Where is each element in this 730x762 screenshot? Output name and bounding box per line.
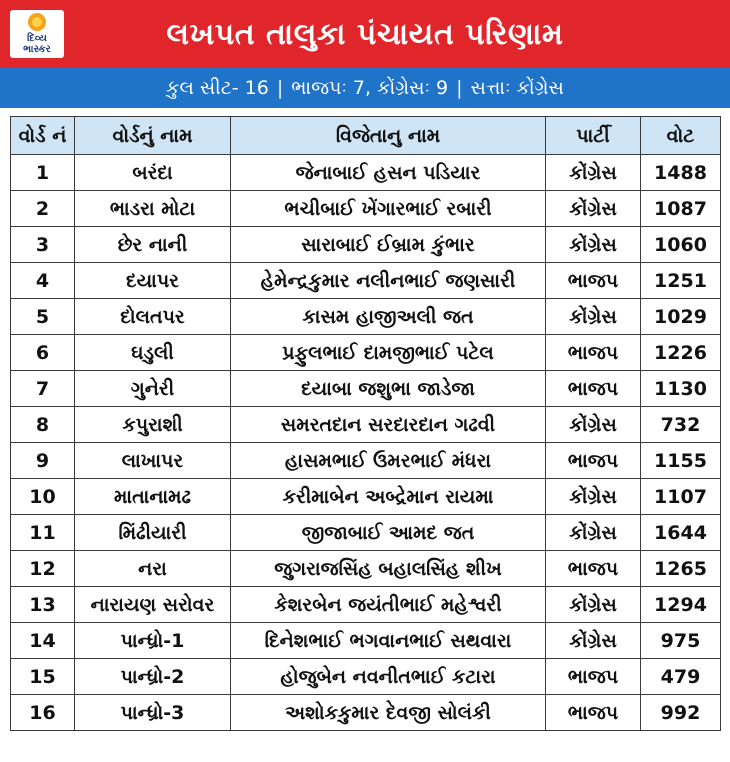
party-cell: કોંગ્રેસ [546,155,641,191]
party-cell: કોંગ્રેસ [546,587,641,623]
ward-no-cell: 9 [11,443,75,479]
votes-cell: 1029 [641,299,721,335]
header-votes: વોટ [641,117,721,155]
logo-text-line1: દિવ્ય [27,33,47,44]
ward-name-cell: પાન્ધ્રો-1 [75,623,231,659]
ward-name-cell: માતાનામઢ [75,479,231,515]
party-cell: કોંગ્રેસ [546,227,641,263]
ward-no-cell: 16 [11,695,75,731]
party-cell: ભાજપ [546,443,641,479]
table-row [11,515,721,551]
ward-name-cell: બરંદા [75,155,231,191]
ward-name-cell: મિંઢીયારી [75,515,231,551]
ward-name-cell: લાખાપર [75,443,231,479]
ward-name-cell: ભાડરા મોટા [75,191,231,227]
table-row [11,407,721,443]
results-table [10,116,721,731]
winner-name-cell: સારાબાઈ ઈબ્રામ કુંભાર [231,227,546,263]
page-title: લખપત તાલુકા પંચાયત પરિણામ [166,16,564,52]
votes-cell: 1294 [641,587,721,623]
table-row [11,695,721,731]
winner-name-cell: કાસમ હાજીઅલી જત [231,299,546,335]
winner-name-cell: કરીમાબેન અબ્દ્રેમાન રાયમા [231,479,546,515]
ward-no-cell: 2 [11,191,75,227]
votes-cell: 1130 [641,371,721,407]
ward-no-cell: 6 [11,335,75,371]
winner-name-cell: જીજાબાઈ આમદ જત [231,515,546,551]
winner-name-cell: હાસમભાઈ ઉમરભાઈ મંધરા [231,443,546,479]
winner-name-cell: દિનેશભાઈ ભગવાનભાઈ સથવારા [231,623,546,659]
ward-no-cell: 13 [11,587,75,623]
ward-name-cell: ઘડુલી [75,335,231,371]
summary-party-seats: ભાજપઃ 7, કોંગ્રેસઃ 9 [291,77,449,99]
votes-cell: 1488 [641,155,721,191]
table-row [11,443,721,479]
votes-cell: 1087 [641,191,721,227]
winner-name-cell: અશોકકુમાર દેવજી સોલંકી [231,695,546,731]
title-bar [0,0,730,68]
table-row [11,659,721,695]
header-party: પાર્ટી [546,117,641,155]
votes-cell: 479 [641,659,721,695]
ward-name-cell: ગુનેરી [75,371,231,407]
winner-name-cell: પ્રફુલભાઈ દામજીભાઈ પટેલ [231,335,546,371]
party-cell: કોંગ્રેસ [546,623,641,659]
votes-cell: 1226 [641,335,721,371]
table-row [11,155,721,191]
results-table-container [10,116,720,756]
ward-name-cell: પાન્ધ્રો-2 [75,659,231,695]
party-cell: ભાજપ [546,263,641,299]
table-row [11,335,721,371]
party-cell: ભાજપ [546,335,641,371]
ward-no-cell: 7 [11,371,75,407]
party-cell: કોંગ્રેસ [546,515,641,551]
table-row [11,623,721,659]
winner-name-cell: દયાબા જશુભા જાડેજા [231,371,546,407]
winner-name-cell: ભચીબાઈ ખેંગારભાઈ રબારી [231,191,546,227]
winner-name-cell: હેમેન્દ્રકુમાર નલીનભાઈ જણસારી [231,263,546,299]
votes-cell: 1155 [641,443,721,479]
ward-no-cell: 10 [11,479,75,515]
ward-no-cell: 11 [11,515,75,551]
ward-no-cell: 3 [11,227,75,263]
ward-name-cell: છેર નાની [75,227,231,263]
votes-cell: 1107 [641,479,721,515]
table-row [11,551,721,587]
header-ward-name: વોર્ડનું નામ [75,117,231,155]
summary-separator: | [456,77,463,99]
ward-no-cell: 5 [11,299,75,335]
summary-bar [0,68,730,108]
votes-cell: 992 [641,695,721,731]
ward-no-cell: 14 [11,623,75,659]
header-ward-no: વોર્ડ નં [11,117,75,155]
ward-name-cell: કપુરાશી [75,407,231,443]
table-row [11,263,721,299]
party-cell: ભાજપ [546,551,641,587]
table-row [11,587,721,623]
ward-name-cell: નરા [75,551,231,587]
party-cell: ભાજપ [546,695,641,731]
ward-name-cell: દોલતપર [75,299,231,335]
summary-in-power: સત્તાઃ કોંગ્રેસ [470,77,564,99]
summary-separator: | [276,77,284,99]
table-row [11,479,721,515]
party-cell: કોંગ્રેસ [546,191,641,227]
winner-name-cell: જુગરાજસિંહ બહાલસિંહ શીખ [231,551,546,587]
ward-no-cell: 8 [11,407,75,443]
table-header-row [11,117,721,155]
party-cell: કોંગ્રેસ [546,407,641,443]
party-cell: કોંગ્રેસ [546,299,641,335]
table-row [11,371,721,407]
ward-no-cell: 12 [11,551,75,587]
table-row [11,299,721,335]
votes-cell: 1060 [641,227,721,263]
table-row [11,191,721,227]
winner-name-cell: હોજુબેન નવનીતભાઈ કટારા [231,659,546,695]
ward-no-cell: 1 [11,155,75,191]
votes-cell: 1251 [641,263,721,299]
ward-name-cell: નારાયણ સરોવર [75,587,231,623]
header-winner-name: વિજેતાનુ નામ [231,117,546,155]
sun-icon [28,13,46,31]
ward-name-cell: પાન્ધ્રો-3 [75,695,231,731]
winner-name-cell: જેનાબાઈ હસન પડિયાર [231,155,546,191]
winner-name-cell: સમરતદાન સરદારદાન ગઢવી [231,407,546,443]
party-cell: ભાજપ [546,371,641,407]
ward-name-cell: દયાપર [75,263,231,299]
votes-cell: 975 [641,623,721,659]
ward-no-cell: 15 [11,659,75,695]
party-cell: ભાજપ [546,659,641,695]
votes-cell: 732 [641,407,721,443]
winner-name-cell: કેશરબેન જયંતીભાઈ મહેશ્વરી [231,587,546,623]
summary-total-seats: કુલ સીટ- 16 [166,77,269,99]
logo-text-line2: ભાસ્કર [23,44,51,55]
divya-bhaskar-logo [10,10,64,58]
table-row [11,227,721,263]
ward-no-cell: 4 [11,263,75,299]
party-cell: કોંગ્રેસ [546,479,641,515]
votes-cell: 1265 [641,551,721,587]
votes-cell: 1644 [641,515,721,551]
